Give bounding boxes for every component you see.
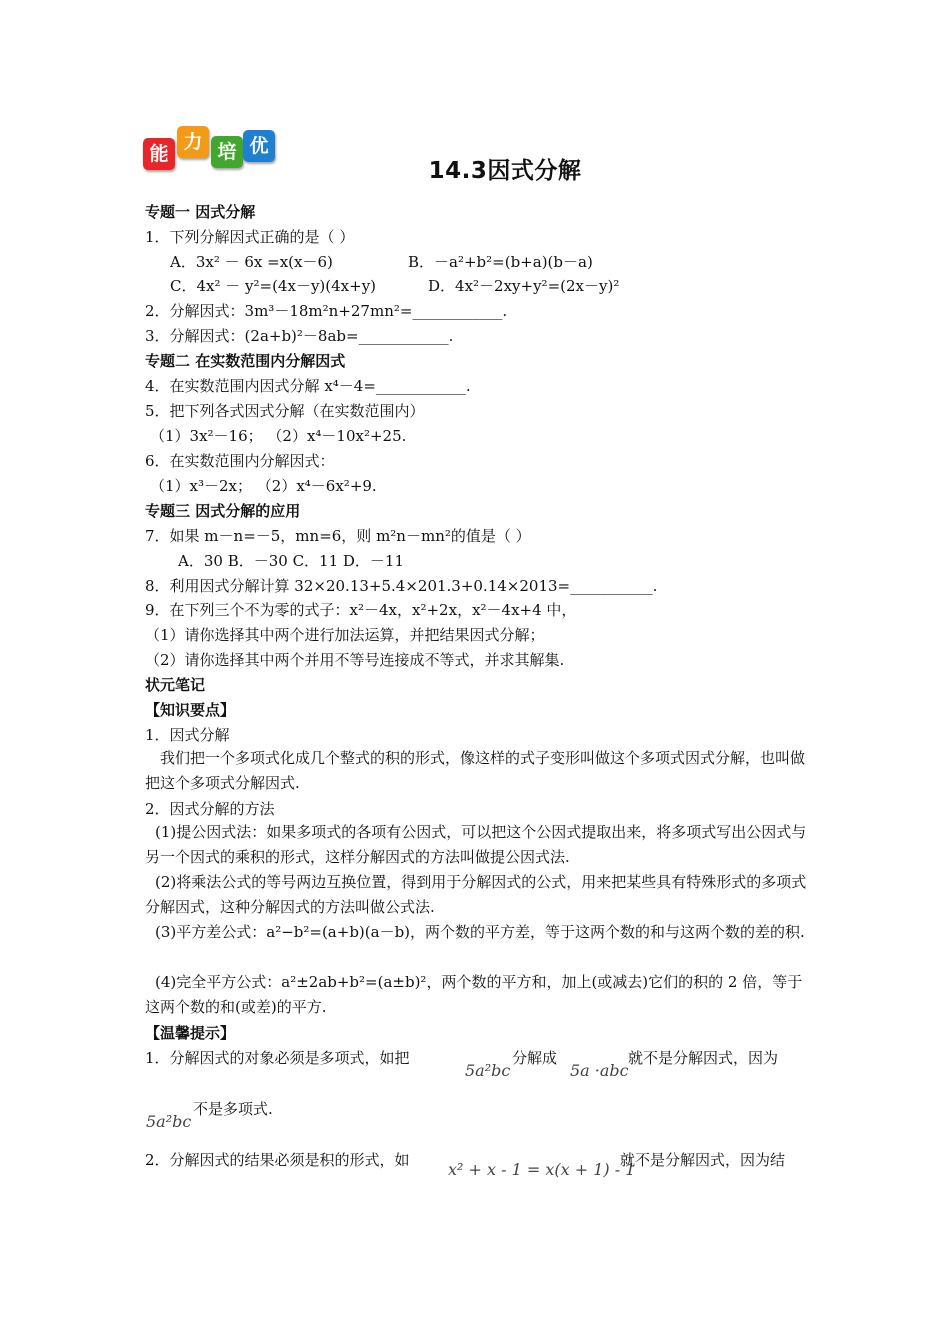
paragraph: (2)将乘法公式的等号两边互换位置，得到用于分解因式的公式，用来把某些具有特殊形式的多项式分解因式，这种分解因式的方法叫做公式法.	[145, 873, 807, 916]
paragraph: (1)提公因式法：如果多项式的各项有公因式，可以把这个公因式提取出来，将多项式写出公因式与另一个因式的乘积的形式，这样分解因式的方法叫做提公因式法.	[145, 823, 807, 866]
option: A．3x² － 6x =x(x－6)	[170, 253, 333, 271]
tip-text: 分解成	[512, 1049, 558, 1067]
sub-question: （1）3x²－16； （2）x⁴－10x²+25.	[150, 427, 407, 445]
logo-tile: 培	[211, 136, 243, 168]
question: 8．利用因式分解计算 32×20.13+5.4×201.3+0.14×2013=___________.	[145, 577, 658, 595]
page-title: 14.3因式分解	[428, 158, 582, 184]
question: 4．在实数范围内因式分解 x⁴－4=____________.	[145, 377, 471, 395]
notes-heading: 状元笔记	[145, 676, 206, 694]
question: 2．分解因式：3m³－18m²n+27mn²=____________.	[145, 302, 508, 320]
logo-tile: 能	[143, 138, 175, 170]
knowledge-item: 1．因式分解	[145, 726, 230, 744]
options: A．30 B．－30 C．11 D．－11	[178, 552, 405, 570]
section-heading: 专题二 在实数范围内分解因式	[145, 352, 346, 370]
tip-text: 不是多项式.	[193, 1100, 273, 1118]
question: 1．下列分解因式正确的是（ ）	[145, 228, 355, 246]
math-expression: 5a²bc	[146, 1112, 192, 1131]
tip-text: 就不是分解因式，因为	[628, 1049, 779, 1067]
knowledge-item: 2．因式分解的方法	[145, 800, 275, 818]
section-heading: 专题三 因式分解的应用	[145, 502, 301, 520]
logo-tile: 力	[177, 126, 209, 158]
option: D．4x²－2xy+y²=(2x－y)²	[428, 277, 620, 295]
option: B．－a²+b²=(b+a)(b－a)	[408, 253, 593, 271]
option: C．4x² － y²=(4x－y)(4x+y)	[170, 277, 377, 295]
paragraph: 我们把一个多项式化成几个整式的积的形式，像这样的式子变形叫做这个多项式因式分解，也叫做把这个多项式分解因式.	[145, 749, 806, 792]
question: 3．分解因式：(2a+b)²－8ab=____________.	[145, 327, 454, 345]
math-expression: x² + x - 1 = x(x + 1) - 1	[448, 1160, 636, 1179]
tip-text: 2．分解因式的结果必须是积的形式，如	[145, 1151, 410, 1169]
question: 6．在实数范围内分解因式：	[145, 452, 335, 470]
paragraph: (4)完全平方公式：a²±2ab+b²=(a±b)²，两个数的平方和，加上(或减去)它们的积的 2 倍，等于这两个数的和(或差)的平方.	[145, 973, 803, 1016]
question: 9．在下列三个不为零的式子：x²－4x，x²+2x，x²－4x+4 中，	[145, 601, 577, 619]
math-expression: 5a ·abc	[570, 1061, 629, 1080]
math-expression: 5a²bc	[465, 1061, 511, 1080]
tips-heading: 【温馨提示】	[145, 1024, 236, 1042]
tip-text: 就不是分解因式，因为结	[620, 1151, 786, 1169]
sub-question: （1）x³－2x； （2）x⁴－6x²+9.	[150, 477, 377, 495]
sub-question: （2）请你选择其中两个并用不等号连接成不等式，并求其解集.	[145, 651, 565, 669]
paragraph: (3)平方差公式：a²−b²=(a+b)(a－b)，两个数的平方差，等于这两个数的和与这两个数的差的积.	[155, 923, 805, 941]
knowledge-heading: 【知识要点】	[145, 701, 236, 719]
sub-question: （1）请你选择其中两个进行加法运算，并把结果因式分解；	[145, 626, 545, 644]
question: 5．把下列各式因式分解（在实数范围内）	[145, 402, 425, 420]
section-heading: 专题一 因式分解	[145, 203, 256, 221]
question: 7．如果 m－n=－5，mn=6，则 m²n－mn²的值是（ ）	[145, 527, 531, 545]
tip-text: 1．分解因式的对象必须是多项式，如把	[145, 1049, 410, 1067]
logo-tile: 优	[243, 130, 275, 162]
